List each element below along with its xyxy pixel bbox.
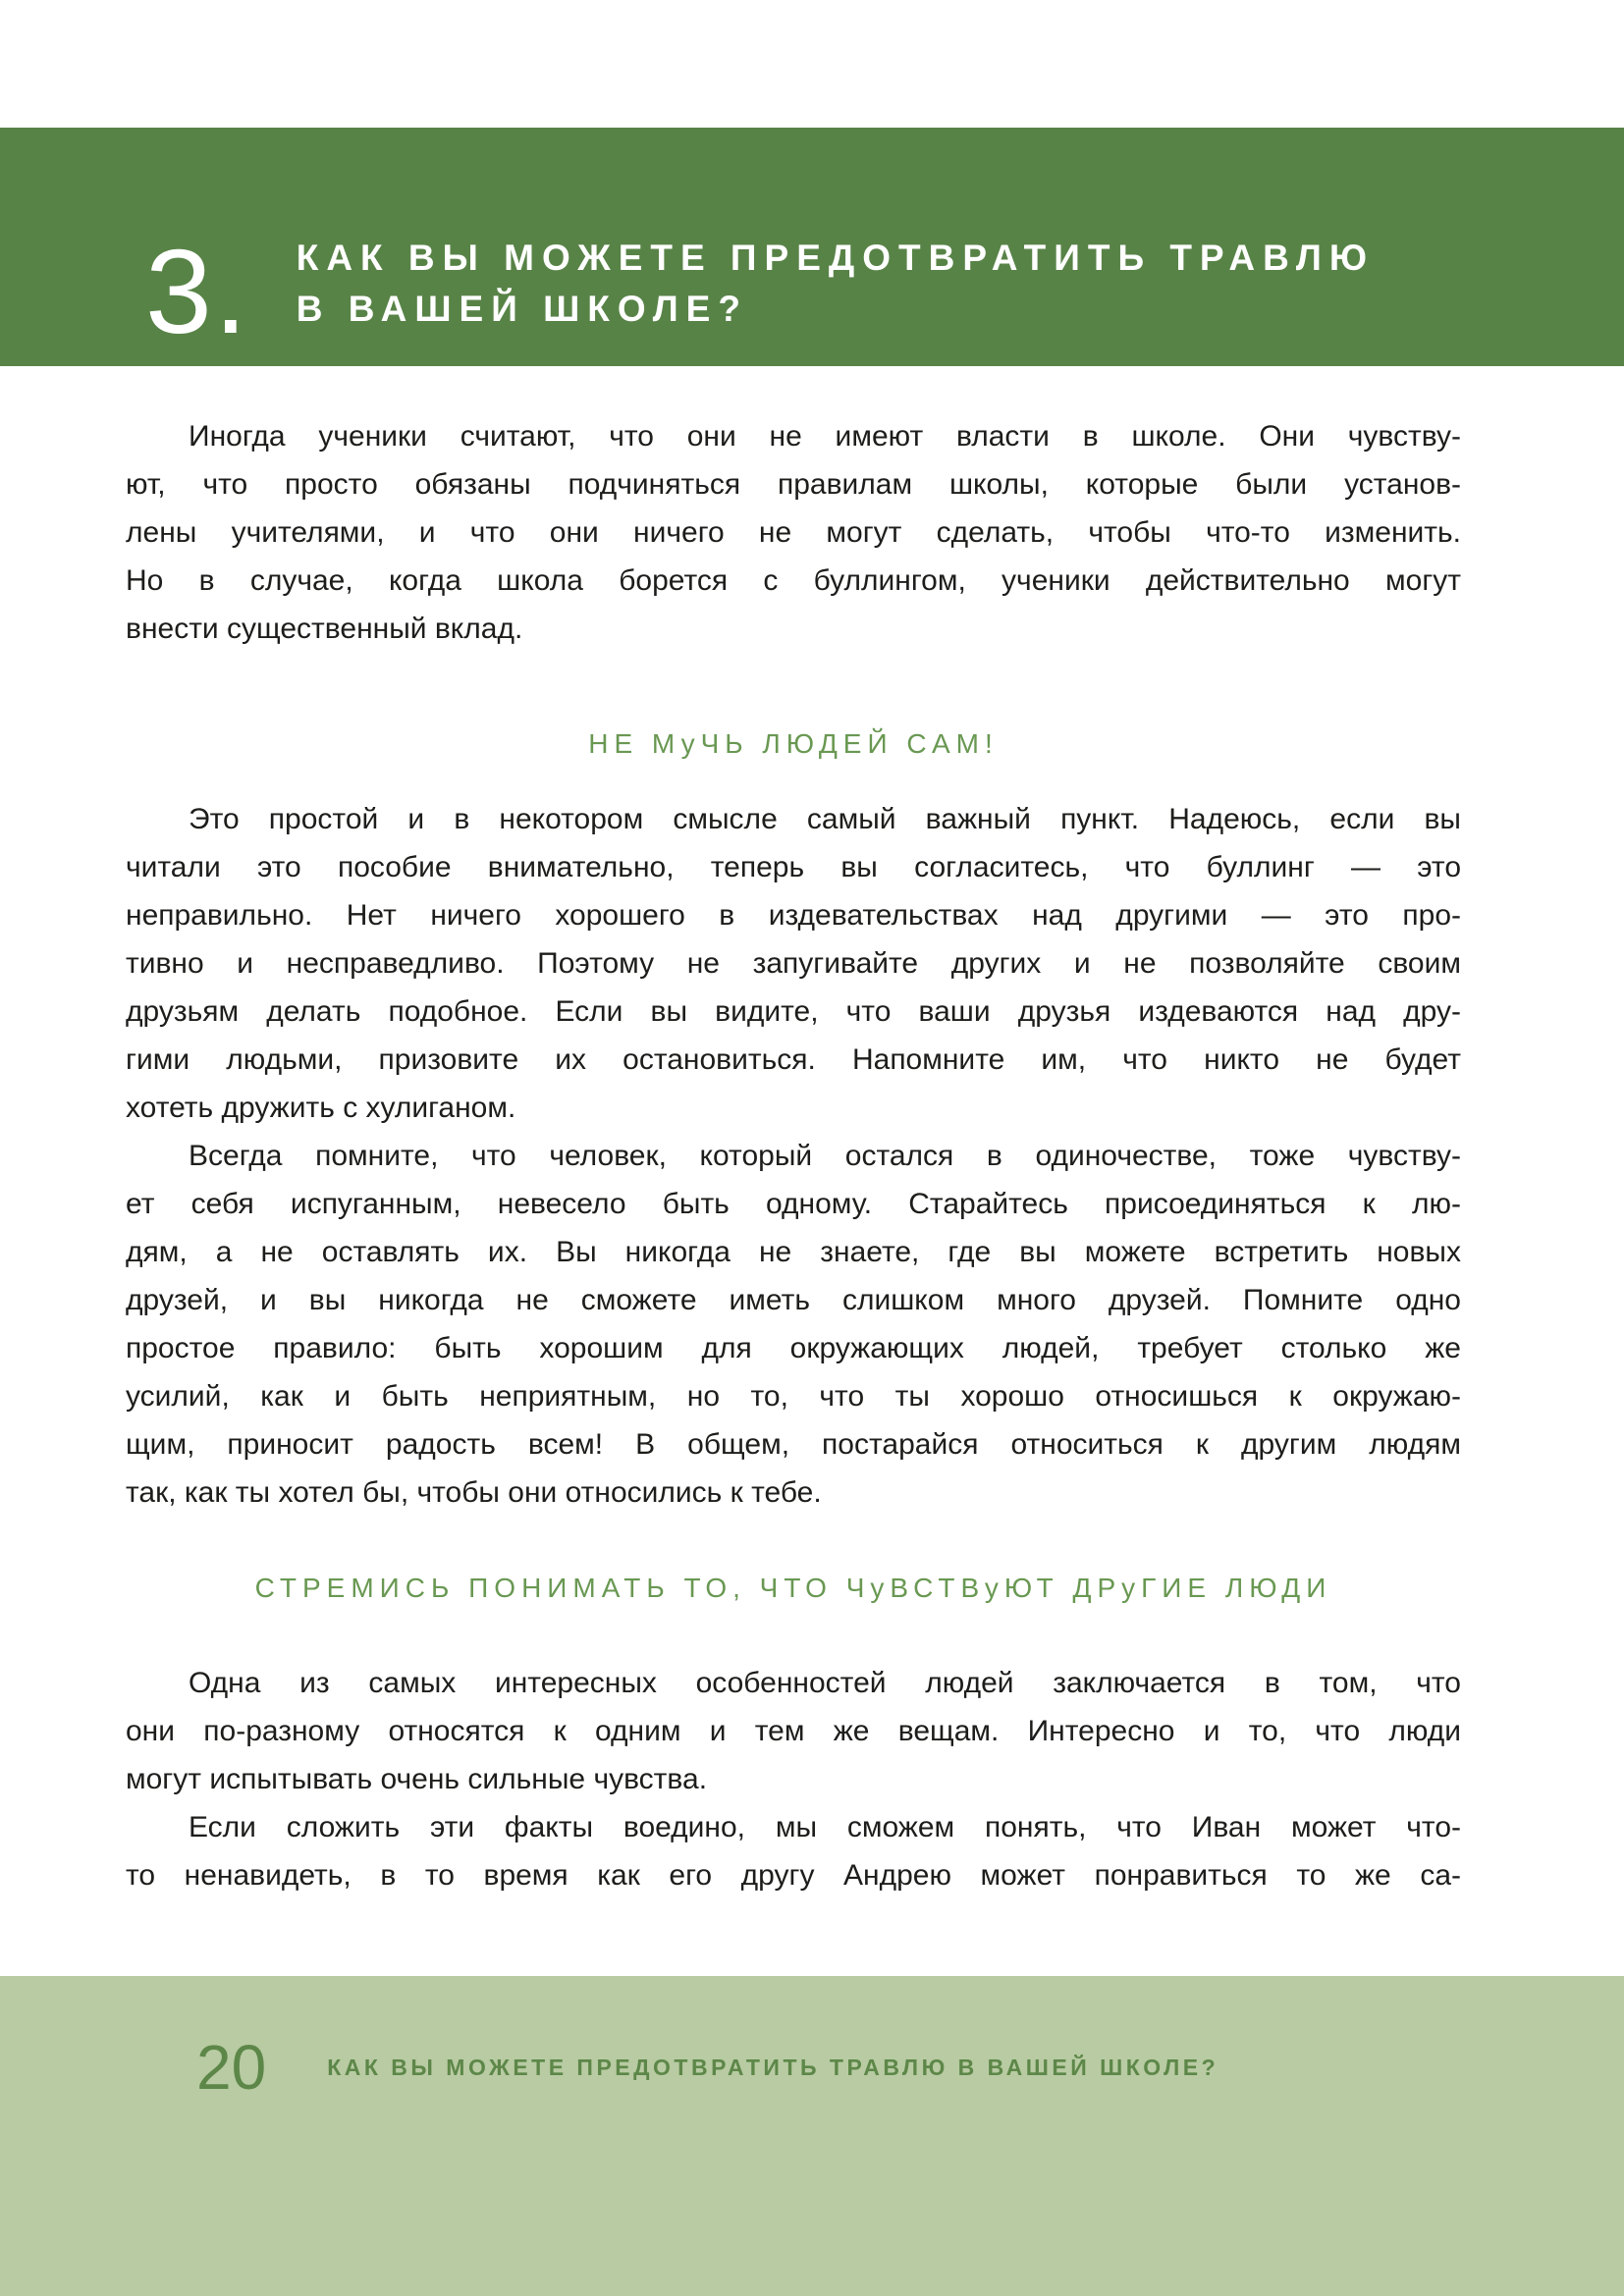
page-footer — [0, 1976, 1624, 2296]
footer-running-title: КАК ВЫ МОЖЕТЕ ПРЕДОТВРАТИТЬ ТРАВЛЮ В ВАШЕЙ ШКОЛЕ? — [327, 2054, 1219, 2080]
text-line: дям, а не оставлять их. Вы никогда не знаете, где вы можете встретить новых — [126, 1236, 1461, 1268]
chapter-title-line1: КАК ВЫ МОЖЕТЕ ПРЕДОТВРАТИТЬ ТРАВЛЮ — [296, 238, 1375, 278]
chapter-number: 3. — [145, 224, 249, 358]
text-line: друзьям делать подобное. Если вы видите, что ваши друзья издеваются над дру- — [126, 995, 1461, 1028]
text-line: читали это пособие внимательно, теперь вы согласитесь, что буллинг — это — [126, 851, 1461, 883]
chapter-header — [0, 128, 1624, 366]
text-line: друзей, и вы никогда не сможете иметь слишком много друзей. Помните одно — [126, 1284, 1461, 1316]
page-content — [0, 366, 1624, 1899]
text-line: Если сложить эти факты воедино, мы сможем понять, что Иван может что- — [189, 1811, 1461, 1843]
footer-gap — [0, 1899, 1624, 1976]
text-line: лены учителями, и что они ничего не могут сделать, чтобы что-то изменить. — [126, 516, 1461, 549]
page-number: 20 — [196, 2032, 267, 2103]
paragraph-section1-2 — [126, 1132, 1461, 1517]
text-line: то ненавидеть, в то время как его другу Андрею может понравиться то же са- — [126, 1859, 1461, 1892]
text-line: так, как ты хотел бы, чтобы они относились к тебе. — [126, 1476, 822, 1509]
text-line: неправильно. Нет ничего хорошего в издевательствах над другими — это про- — [126, 899, 1461, 932]
text-line: хотеть дружить с хулиганом. — [126, 1092, 516, 1124]
paragraph-section2-2 — [126, 1803, 1461, 1899]
text-line: тивно и несправедливо. Поэтому не запугивайте других и не позволяйте своим — [126, 947, 1461, 980]
text-line: ют, что просто обязаны подчиняться правилам школы, которые были установ- — [126, 468, 1461, 501]
paragraph-section1-1 — [126, 795, 1461, 1132]
text-line: простое правило: быть хорошим для окружающих людей, требует столько же — [126, 1332, 1461, 1364]
text-line: Это простой и в некотором смысле самый важный пункт. Надеюсь, если вы — [189, 803, 1461, 835]
top-margin — [0, 0, 1624, 128]
chapter-title-line2: В ВАШЕЙ ШКОЛЕ? — [296, 289, 748, 329]
text-line: ет себя испуганным, невесело быть одному. Старайтесь присоединяться к лю- — [126, 1188, 1461, 1220]
text-line: Иногда ученики считают, что они не имеют власти в школе. Они чувству- — [189, 420, 1461, 453]
section-heading-2: СТРЕМИСЬ ПОНИМАТЬ ТО, ЧТО ЧуВСТВуЮТ ДРуГИЕ ЛЮДИ — [254, 1573, 1332, 1603]
text-line: они по-разному относятся к одним и тем же вещам. Интересно и то, что люди — [126, 1715, 1461, 1747]
paragraph-section2-1 — [126, 1659, 1461, 1803]
text-line: гими людьми, призовите их остановиться. Напомните им, что никто не будет — [126, 1043, 1461, 1076]
section-heading-1: НЕ МуЧЬ ЛЮДЕЙ САМ! — [588, 728, 999, 759]
text-line: Но в случае, когда школа борется с буллингом, ученики действительно могут — [126, 564, 1461, 597]
chapter-title — [297, 233, 1375, 339]
text-line: Всегда помните, что человек, который остался в одиночестве, тоже чувству- — [189, 1140, 1461, 1172]
paragraph-intro — [126, 412, 1461, 653]
text-line: усилий, как и быть неприятным, но то, что ты хорошо относишься к окружаю- — [126, 1380, 1461, 1413]
text-line: внести существенный вклад. — [126, 613, 523, 645]
text-line: могут испытывать очень сильные чувства. — [126, 1763, 708, 1795]
text-line: щим, приносит радость всем! В общем, постарайся относиться к другим людям — [126, 1428, 1461, 1461]
text-line: Одна из самых интересных особенностей людей заключается в том, что — [189, 1667, 1461, 1699]
